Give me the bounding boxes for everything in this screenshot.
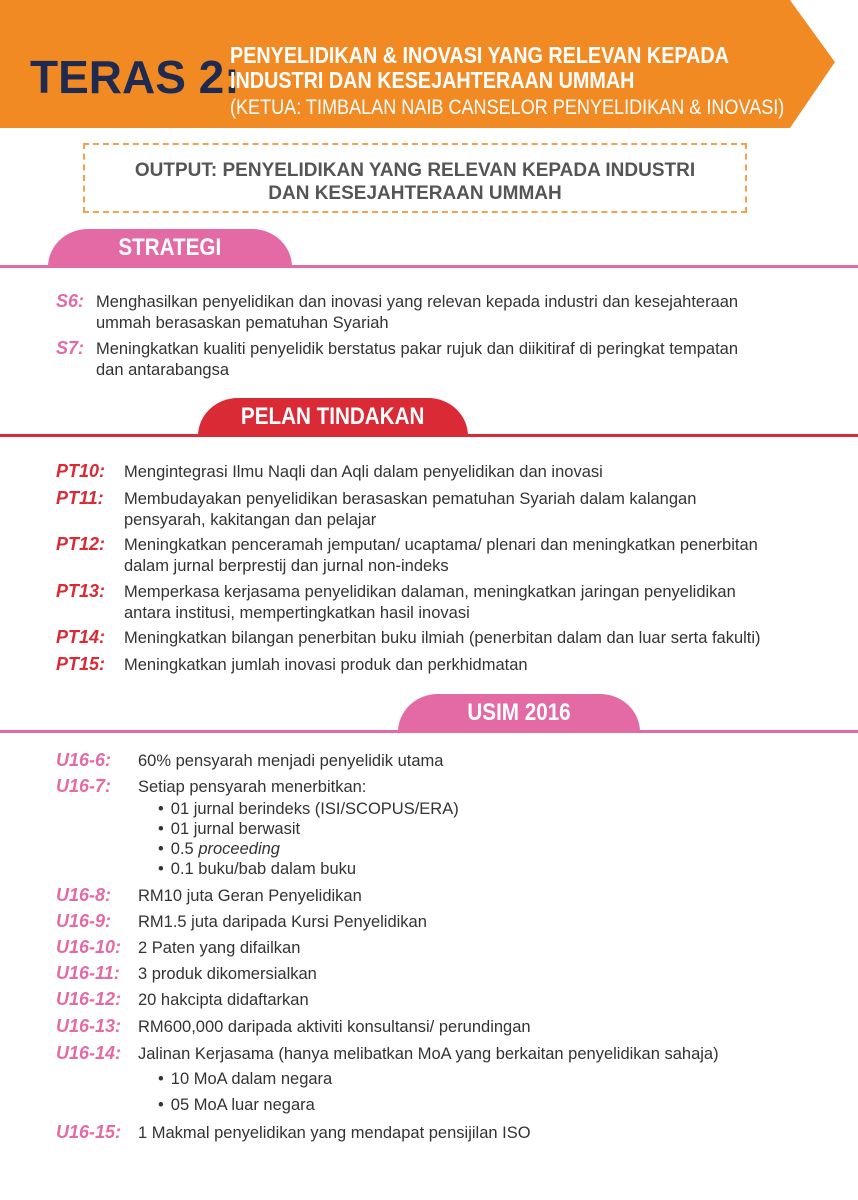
output-line1: OUTPUT: PENYELIDIKAN YANG RELEVAN KEPADA INDUSTRI xyxy=(134,160,696,181)
banner-title xyxy=(230,42,729,93)
usim-u14-bullet: • 10 MoA dalam negara xyxy=(158,1069,332,1089)
pelan-code-pt15: PT15: xyxy=(56,654,106,674)
strategi-text-s7-line1: Meningkatkan kualiti penyelidik berstatus pakar rujuk dan diikitiraf di peringkat tempatan xyxy=(96,340,739,358)
pelan-heading-text: PELAN TINDAKAN xyxy=(241,403,425,430)
banner-title-line1: PENYELIDIKAN & INOVASI YANG RELEVAN KEPADA xyxy=(230,42,729,68)
pelan-code-pt10: PT10: xyxy=(56,461,106,481)
usim-text-u15: 1 Makmal penyelidikan yang mendapat pensijilan ISO xyxy=(138,1124,531,1142)
usim-code-u7: U16-7: xyxy=(56,776,112,796)
usim-u7-bullet: • 01 jurnal berwasit xyxy=(158,819,300,839)
usim-u7-bullet: • 0.1 buku/bab dalam buku xyxy=(158,859,356,879)
header-banner xyxy=(0,0,858,135)
usim-code-u6: U16-6: xyxy=(56,750,112,770)
usim-text-u6: 60% pensyarah menjadi penyelidik utama xyxy=(138,752,444,770)
strategi-divider xyxy=(0,265,858,268)
pelan-code-pt13: PT13: xyxy=(56,581,106,601)
usim-text-u10: 2 Paten yang difailkan xyxy=(138,939,301,957)
strategi-code-s6: S6: xyxy=(56,291,85,311)
strategi-text-s7-line2: dan antarabangsa xyxy=(96,361,230,379)
pelan-text-pt14: Meningkatkan bilangan penerbitan buku ilmiah (penerbitan dalam dan luar serta fakulti) xyxy=(124,629,761,647)
usim-code-u15: U16-15: xyxy=(56,1122,122,1142)
pelan-code-pt11: PT11: xyxy=(56,488,104,508)
pelan-divider xyxy=(0,434,858,437)
usim-code-u9: U16-9: xyxy=(56,911,112,931)
usim-text-u8: RM10 juta Geran Penyelidikan xyxy=(138,887,362,905)
strategi-text-s6-line2: ummah berasaskan pematuhan Syariah xyxy=(96,314,389,332)
usim-heading-text: USIM 2016 xyxy=(467,699,571,726)
usim-text-u13: RM600,000 daripada aktiviti konsultansi/ perundingan xyxy=(138,1018,531,1036)
pelan-text-pt12-line1: Meningkatkan penceramah jemputan/ ucaptama/ plenari dan meningkatkan penerbitan xyxy=(124,536,758,554)
usim-u7-bullet-proceeding-text: 0.5 proceeding xyxy=(170,840,280,858)
usim-u14-bullet: • 05 MoA luar negara xyxy=(158,1095,315,1115)
pelan-text-pt15: Meningkatkan jumlah inovasi produk dan perkhidmatan xyxy=(124,656,528,674)
usim-code-u14: U16-14: xyxy=(56,1043,122,1063)
usim-code-u11: U16-11: xyxy=(56,963,120,983)
usim-text-u7: Setiap pensyarah menerbitkan: xyxy=(138,778,367,796)
usim-code-u8: U16-8: xyxy=(56,885,112,905)
output-line2: DAN KESEJAHTERAAN UMMAH xyxy=(268,183,562,204)
strategi-text-s6-line1: Menghasilkan penyelidikan dan inovasi yang relevan kepada industri dan kesejahteraan xyxy=(96,293,739,311)
pelan-code-pt12: PT12: xyxy=(56,534,106,554)
pelan-text-pt13-line1: Memperkasa kerjasama penyelidikan dalaman, meningkatkan jaringan penyelidikan xyxy=(124,583,736,601)
usim-u7-bullet: • 01 jurnal berindeks (ISI/SCOPUS/ERA) xyxy=(158,799,459,819)
banner-title-line2: INDUSTRI DAN KESEJAHTERAAN UMMAH xyxy=(230,67,635,93)
usim-text-u11: 3 produk dikomersialkan xyxy=(138,965,317,983)
pelan-code-pt14: PT14: xyxy=(56,627,106,647)
usim-code-u12: U16-12: xyxy=(56,989,122,1009)
pelan-text-pt13-line2: antara institusi, mempertingkatkan hasil inovasi xyxy=(124,604,470,622)
pelan-text-pt12-line2: dalam jurnal berprestij dan jurnal non-indeks xyxy=(124,557,449,575)
usim-u7-bullet-proceeding xyxy=(158,839,280,859)
usim-code-u10: U16-10: xyxy=(56,937,122,957)
usim-text-u12: 20 hakcipta didaftarkan xyxy=(138,991,309,1009)
usim-code-u13: U16-13: xyxy=(56,1016,122,1036)
banner-subtitle: (KETUA: TIMBALAN NAIB CANSELOR PENYELIDIKAN & INOVASI) xyxy=(230,96,785,119)
usim-text-u14: Jalinan Kerjasama (hanya melibatkan MoA yang berkaitan penyelidikan sahaja) xyxy=(138,1045,719,1063)
pelan-text-pt11-line1: Membudayakan penyelidikan berasaskan pematuhan Syariah dalam kalangan xyxy=(124,490,697,508)
pelan-text-pt11-line2: pensyarah, kakitangan dan pelajar xyxy=(124,511,377,529)
usim-heading xyxy=(398,694,640,732)
strategi-heading xyxy=(48,229,292,267)
strategi-heading-text: STRATEGI xyxy=(118,234,222,261)
usim-text-u9: RM1.5 juta daripada Kursi Penyelidikan xyxy=(138,913,427,931)
teras-label: TERAS 2: xyxy=(30,51,240,103)
output-box xyxy=(83,143,747,213)
strategi-code-s7: S7: xyxy=(56,338,85,358)
pelan-heading xyxy=(198,398,468,436)
usim-divider xyxy=(0,730,858,733)
pelan-text-pt10: Mengintegrasi Ilmu Naqli dan Aqli dalam penyelidikan dan inovasi xyxy=(124,463,603,481)
